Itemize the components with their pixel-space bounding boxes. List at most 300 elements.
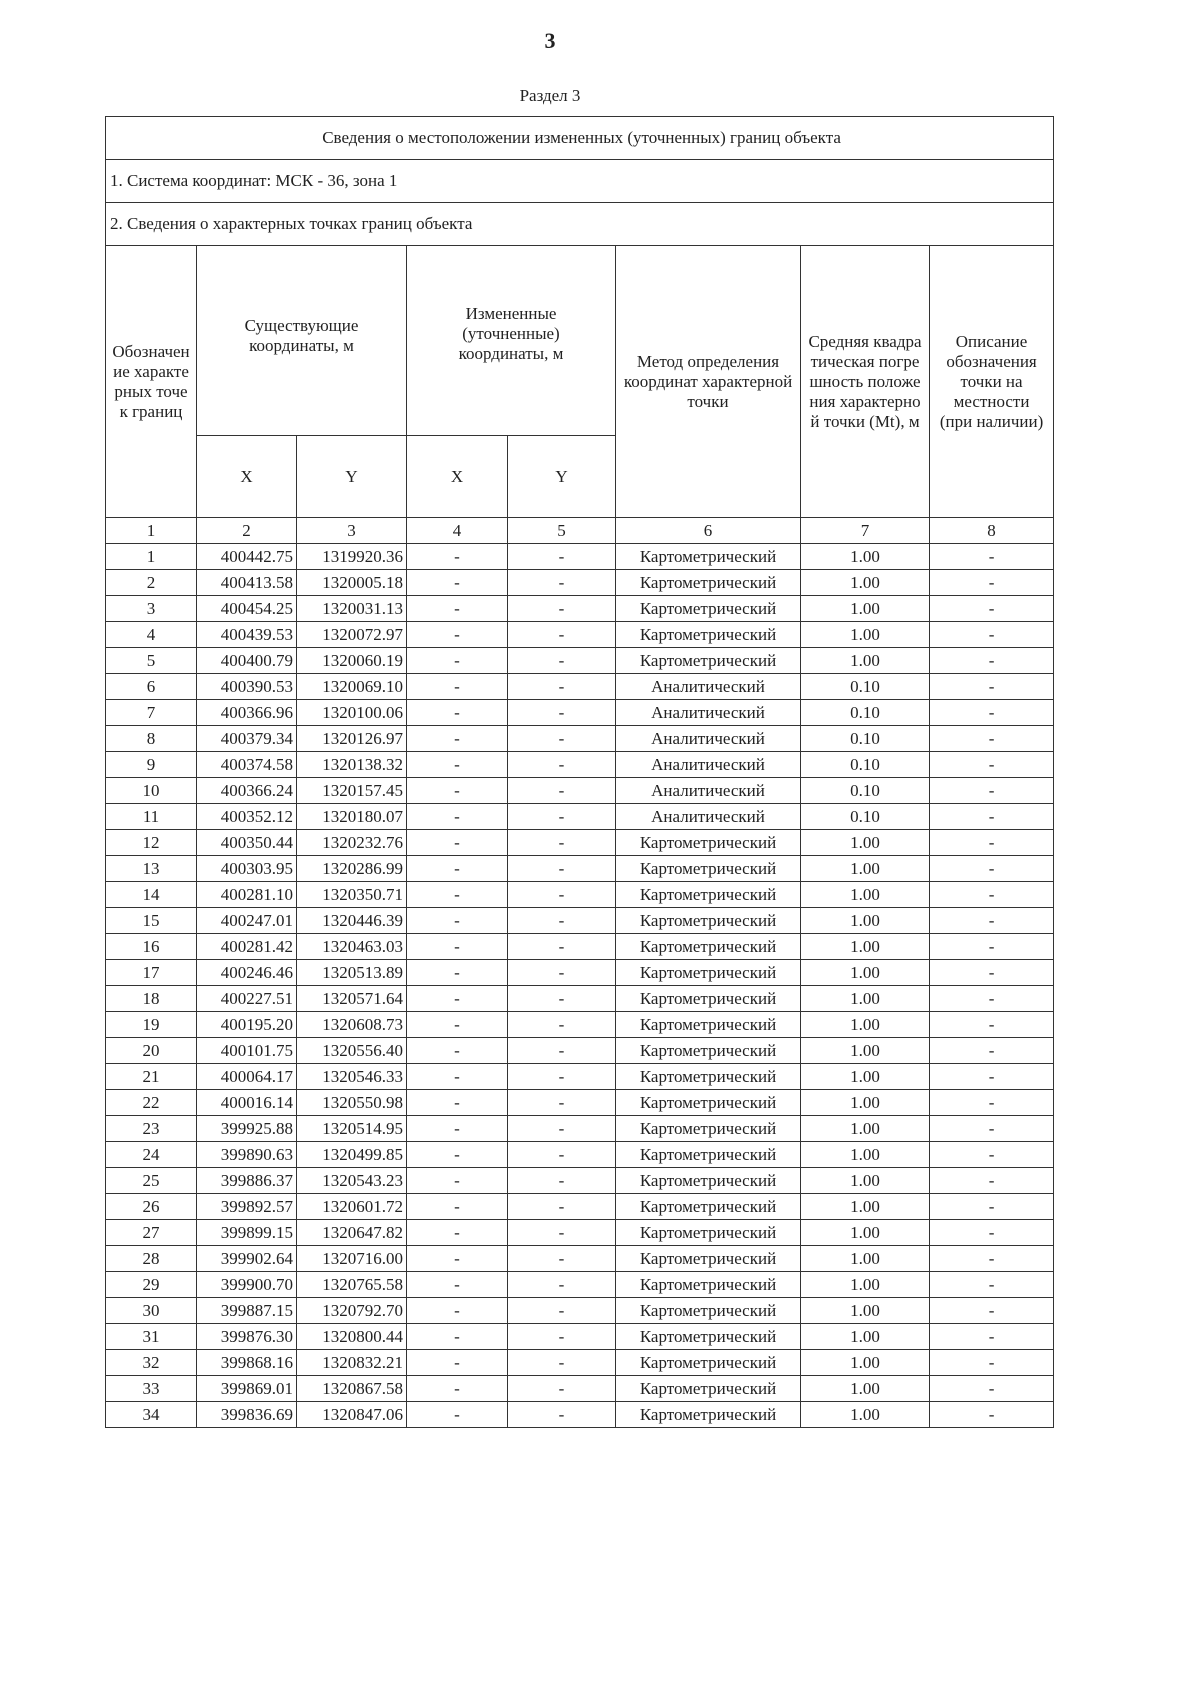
cell: 1320546.33 [297, 1064, 407, 1090]
cell: - [508, 1038, 616, 1064]
cell: 1320847.06 [297, 1402, 407, 1428]
cell: 24 [106, 1142, 197, 1168]
cell: 1320543.23 [297, 1168, 407, 1194]
cell: 1320005.18 [297, 570, 407, 596]
cell: 1320800.44 [297, 1324, 407, 1350]
cell: 1320499.85 [297, 1142, 407, 1168]
table-row [106, 1168, 1054, 1194]
coordinate-system: 1. Система координат: МСК - 36, зона 1 [106, 160, 1054, 203]
cell: - [508, 1298, 616, 1324]
cell: 1320446.39 [297, 908, 407, 934]
table-row [106, 1090, 1054, 1116]
cell: 399925.88 [197, 1116, 297, 1142]
column-number: 2 [197, 518, 297, 544]
column-number: 8 [930, 518, 1054, 544]
cell: Картометрический [616, 1064, 801, 1090]
cell: - [407, 700, 508, 726]
cell: - [407, 726, 508, 752]
cell: - [930, 570, 1054, 596]
cell: Картометрический [616, 544, 801, 570]
cell: 1.00 [801, 1064, 930, 1090]
header-description: Описание обозначения точки на местности (при наличии) [930, 246, 1054, 518]
cell: - [508, 752, 616, 778]
cell: - [930, 882, 1054, 908]
cell: - [508, 986, 616, 1012]
cell: 34 [106, 1402, 197, 1428]
table-row [106, 960, 1054, 986]
cell: - [407, 1246, 508, 1272]
cell: 400366.96 [197, 700, 297, 726]
cell: 1320126.97 [297, 726, 407, 752]
table-row [106, 908, 1054, 934]
cell: - [407, 596, 508, 622]
cell: 1.00 [801, 544, 930, 570]
cell: 33 [106, 1376, 197, 1402]
cell: Картометрический [616, 1324, 801, 1350]
cell: 1320069.10 [297, 674, 407, 700]
cell: - [930, 674, 1054, 700]
cell: - [407, 1038, 508, 1064]
cell: 16 [106, 934, 197, 960]
cell: Картометрический [616, 830, 801, 856]
cell: - [930, 752, 1054, 778]
cell: 4 [106, 622, 197, 648]
cell: 400400.79 [197, 648, 297, 674]
cell: 7 [106, 700, 197, 726]
cell: - [508, 778, 616, 804]
cell: - [407, 986, 508, 1012]
cell: - [407, 544, 508, 570]
cell: 1.00 [801, 1116, 930, 1142]
cell: - [407, 908, 508, 934]
cell: 11 [106, 804, 197, 830]
cell: 17 [106, 960, 197, 986]
cell: Аналитический [616, 674, 801, 700]
cell: 1320867.58 [297, 1376, 407, 1402]
cell: 1.00 [801, 1272, 930, 1298]
table-row [106, 648, 1054, 674]
cell: 31 [106, 1324, 197, 1350]
cell: 1.00 [801, 648, 930, 674]
cell: 0.10 [801, 674, 930, 700]
cell: 1320601.72 [297, 1194, 407, 1220]
cell: 399876.30 [197, 1324, 297, 1350]
cell: 1.00 [801, 934, 930, 960]
cell: 400016.14 [197, 1090, 297, 1116]
header-changed-y: Y [508, 436, 616, 518]
cell: 400195.20 [197, 1012, 297, 1038]
cell: 9 [106, 752, 197, 778]
cell: 1.00 [801, 856, 930, 882]
table-title: Сведения о местоположении измененных (уточненных) границ объекта [106, 117, 1054, 160]
table-row [106, 570, 1054, 596]
cell: Картометрический [616, 1402, 801, 1428]
cell: 399890.63 [197, 1142, 297, 1168]
cell: - [930, 1376, 1054, 1402]
cell: - [930, 1220, 1054, 1246]
cell: Аналитический [616, 700, 801, 726]
cell: 400101.75 [197, 1038, 297, 1064]
cell: 399902.64 [197, 1246, 297, 1272]
cell: 27 [106, 1220, 197, 1246]
cell: - [930, 596, 1054, 622]
cell: - [407, 1350, 508, 1376]
cell: - [407, 1298, 508, 1324]
cell: 400442.75 [197, 544, 297, 570]
cell: 1320550.98 [297, 1090, 407, 1116]
cell: 1.00 [801, 1194, 930, 1220]
cell: - [407, 648, 508, 674]
table-row [106, 1064, 1054, 1090]
table-row [106, 986, 1054, 1012]
cell: 5 [106, 648, 197, 674]
cell: - [930, 622, 1054, 648]
cell: Картометрический [616, 1350, 801, 1376]
cell: - [930, 1402, 1054, 1428]
cell: Картометрический [616, 648, 801, 674]
cell: - [930, 1272, 1054, 1298]
cell: - [407, 856, 508, 882]
cell: 1320138.32 [297, 752, 407, 778]
cell: 1.00 [801, 908, 930, 934]
cell: - [508, 830, 616, 856]
cell: - [930, 934, 1054, 960]
cell: 400064.17 [197, 1064, 297, 1090]
cell: - [407, 1012, 508, 1038]
cell: Аналитический [616, 726, 801, 752]
cell: 14 [106, 882, 197, 908]
cell: 6 [106, 674, 197, 700]
cell: - [930, 908, 1054, 934]
cell: - [508, 570, 616, 596]
header-existing-coords: Существующие координаты, м [197, 246, 407, 436]
cell: Аналитический [616, 752, 801, 778]
cell: Картометрический [616, 1194, 801, 1220]
table-row [106, 778, 1054, 804]
cell: 399899.15 [197, 1220, 297, 1246]
cell: - [508, 882, 616, 908]
cell: - [508, 544, 616, 570]
cell: Картометрический [616, 934, 801, 960]
table-row [106, 1350, 1054, 1376]
cell: - [508, 700, 616, 726]
section-title: Раздел 3 [519, 86, 581, 105]
cell: - [508, 1324, 616, 1350]
cell: - [508, 1272, 616, 1298]
cell: - [508, 622, 616, 648]
cell: - [407, 1324, 508, 1350]
table-row [106, 934, 1054, 960]
cell: 1.00 [801, 1168, 930, 1194]
cell: 400303.95 [197, 856, 297, 882]
cell: - [508, 934, 616, 960]
table-row [106, 1194, 1054, 1220]
cell: 1.00 [801, 882, 930, 908]
table-row [106, 674, 1054, 700]
cell: - [508, 1012, 616, 1038]
cell: 400366.24 [197, 778, 297, 804]
cell: 32 [106, 1350, 197, 1376]
table-row [106, 1324, 1054, 1350]
cell: 0.10 [801, 700, 930, 726]
cell: 400374.58 [197, 752, 297, 778]
cell: - [407, 1402, 508, 1428]
cell: 1320157.45 [297, 778, 407, 804]
boundary-points-table [105, 116, 1054, 1428]
cell: 1320513.89 [297, 960, 407, 986]
cell: 400352.12 [197, 804, 297, 830]
table-row [106, 1246, 1054, 1272]
cell: 400439.53 [197, 622, 297, 648]
cell: 1.00 [801, 622, 930, 648]
table-row [106, 596, 1054, 622]
cell: - [508, 960, 616, 986]
cell: 1.00 [801, 1376, 930, 1402]
cell: 13 [106, 856, 197, 882]
cell: 23 [106, 1116, 197, 1142]
cell: 28 [106, 1246, 197, 1272]
cell: - [407, 752, 508, 778]
cell: - [930, 1090, 1054, 1116]
points-heading: 2. Сведения о характерных точках границ объекта [106, 203, 1054, 246]
cell: 1.00 [801, 986, 930, 1012]
cell: 1.00 [801, 1038, 930, 1064]
header-existing-x: X [197, 436, 297, 518]
cell: Картометрический [616, 1090, 801, 1116]
table-row [106, 882, 1054, 908]
cell: Картометрический [616, 1168, 801, 1194]
cell: - [407, 1064, 508, 1090]
cell: 1320350.71 [297, 882, 407, 908]
cell: - [508, 1168, 616, 1194]
cell: 399900.70 [197, 1272, 297, 1298]
cell: 1320792.70 [297, 1298, 407, 1324]
cell: - [407, 1116, 508, 1142]
cell: 26 [106, 1194, 197, 1220]
cell: - [407, 1220, 508, 1246]
cell: 399887.15 [197, 1298, 297, 1324]
table-row [106, 830, 1054, 856]
cell: - [407, 622, 508, 648]
cell: 1.00 [801, 1220, 930, 1246]
table-row [106, 1376, 1054, 1402]
cell: 1.00 [801, 960, 930, 986]
cell: - [508, 1350, 616, 1376]
cell: 10 [106, 778, 197, 804]
cell: - [508, 1116, 616, 1142]
cell: - [508, 1402, 616, 1428]
cell: 1320286.99 [297, 856, 407, 882]
column-number: 7 [801, 518, 930, 544]
cell: Картометрический [616, 596, 801, 622]
cell: Картометрический [616, 856, 801, 882]
cell: - [407, 1090, 508, 1116]
header-existing-y: Y [297, 436, 407, 518]
cell: 1.00 [801, 1246, 930, 1272]
cell: - [508, 1090, 616, 1116]
cell: 1320060.19 [297, 648, 407, 674]
cell: - [407, 778, 508, 804]
cell: - [508, 856, 616, 882]
cell: 400379.34 [197, 726, 297, 752]
table-row [106, 856, 1054, 882]
table-row [106, 544, 1054, 570]
cell: - [930, 804, 1054, 830]
cell: Картометрический [616, 960, 801, 986]
cell: - [407, 882, 508, 908]
cell: 1.00 [801, 596, 930, 622]
cell: Аналитический [616, 804, 801, 830]
cell: Картометрический [616, 622, 801, 648]
cell: - [930, 1012, 1054, 1038]
cell: 1.00 [801, 1402, 930, 1428]
cell: - [930, 700, 1054, 726]
column-number: 1 [106, 518, 197, 544]
cell: 1 [106, 544, 197, 570]
header-error: Средняя квадратическая погрешность положения характерной точки (Mt), м [801, 246, 930, 518]
header-method: Метод определения координат характерной точки [616, 246, 801, 518]
cell: 1.00 [801, 1298, 930, 1324]
cell: - [508, 1220, 616, 1246]
cell: 1320832.21 [297, 1350, 407, 1376]
cell: 1320765.58 [297, 1272, 407, 1298]
cell: 400281.42 [197, 934, 297, 960]
cell: - [930, 830, 1054, 856]
cell: - [508, 1246, 616, 1272]
cell: 399892.57 [197, 1194, 297, 1220]
cell: 400247.01 [197, 908, 297, 934]
cell: - [930, 1142, 1054, 1168]
cell: 1320100.06 [297, 700, 407, 726]
cell: - [930, 544, 1054, 570]
table-row [106, 1116, 1054, 1142]
table-row [106, 1142, 1054, 1168]
cell: 1320608.73 [297, 1012, 407, 1038]
column-number: 6 [616, 518, 801, 544]
cell: Картометрический [616, 1038, 801, 1064]
cell: - [930, 726, 1054, 752]
cell: - [508, 674, 616, 700]
cell: 19 [106, 1012, 197, 1038]
cell: - [407, 960, 508, 986]
cell: 399868.16 [197, 1350, 297, 1376]
table-row [106, 1012, 1054, 1038]
cell: - [508, 648, 616, 674]
cell: - [930, 1194, 1054, 1220]
cell: 1.00 [801, 1012, 930, 1038]
cell: - [930, 1116, 1054, 1142]
cell: 1319920.36 [297, 544, 407, 570]
cell: - [508, 1064, 616, 1090]
cell: 1.00 [801, 1090, 930, 1116]
cell: - [930, 648, 1054, 674]
cell: 1.00 [801, 830, 930, 856]
cell: 1320463.03 [297, 934, 407, 960]
header-changed-x: X [407, 436, 508, 518]
cell: Картометрический [616, 1298, 801, 1324]
cell: - [508, 1194, 616, 1220]
cell: 2 [106, 570, 197, 596]
cell: - [930, 1064, 1054, 1090]
cell: - [508, 908, 616, 934]
column-number: 5 [508, 518, 616, 544]
cell: 400281.10 [197, 882, 297, 908]
cell: - [508, 726, 616, 752]
cell: 400246.46 [197, 960, 297, 986]
cell: 0.10 [801, 726, 930, 752]
cell: 1320180.07 [297, 804, 407, 830]
cell: Картометрический [616, 986, 801, 1012]
cell: - [407, 1168, 508, 1194]
cell: 1320031.13 [297, 596, 407, 622]
cell: 400454.25 [197, 596, 297, 622]
table-row [106, 622, 1054, 648]
cell: 30 [106, 1298, 197, 1324]
table-row [106, 1272, 1054, 1298]
cell: 1.00 [801, 1350, 930, 1376]
cell: - [508, 1142, 616, 1168]
cell: 15 [106, 908, 197, 934]
cell: - [930, 960, 1054, 986]
cell: 25 [106, 1168, 197, 1194]
cell: - [930, 856, 1054, 882]
cell: 400350.44 [197, 830, 297, 856]
header-changed-coords: Измененные (уточненные) координаты, м [407, 246, 616, 436]
page-number: 3 [544, 28, 556, 53]
table-row [106, 1038, 1054, 1064]
cell: 1320716.00 [297, 1246, 407, 1272]
cell: 1.00 [801, 570, 930, 596]
cell: 22 [106, 1090, 197, 1116]
cell: 0.10 [801, 804, 930, 830]
table-row [106, 1402, 1054, 1428]
cell: Картометрический [616, 1142, 801, 1168]
cell: Картометрический [616, 908, 801, 934]
cell: 1.00 [801, 1324, 930, 1350]
cell: - [407, 1272, 508, 1298]
cell: Картометрический [616, 1116, 801, 1142]
table-row [106, 726, 1054, 752]
cell: - [407, 830, 508, 856]
cell: 1320571.64 [297, 986, 407, 1012]
cell: - [930, 1324, 1054, 1350]
cell: Картометрический [616, 1272, 801, 1298]
cell: 18 [106, 986, 197, 1012]
cell: 1320647.82 [297, 1220, 407, 1246]
column-numbers-row [106, 518, 1054, 544]
cell: - [930, 1350, 1054, 1376]
cell: - [930, 1038, 1054, 1064]
cell: 0.10 [801, 752, 930, 778]
cell: - [508, 1376, 616, 1402]
cell: 29 [106, 1272, 197, 1298]
cell: 12 [106, 830, 197, 856]
cell: Аналитический [616, 778, 801, 804]
table-row [106, 700, 1054, 726]
cell: 1320556.40 [297, 1038, 407, 1064]
cell: - [407, 674, 508, 700]
cell: - [407, 934, 508, 960]
cell: - [508, 596, 616, 622]
table-row [106, 804, 1054, 830]
cell: - [508, 804, 616, 830]
cell: - [407, 1194, 508, 1220]
cell: - [407, 804, 508, 830]
cell: 8 [106, 726, 197, 752]
cell: - [407, 570, 508, 596]
cell: Картометрический [616, 1376, 801, 1402]
cell: 400413.58 [197, 570, 297, 596]
